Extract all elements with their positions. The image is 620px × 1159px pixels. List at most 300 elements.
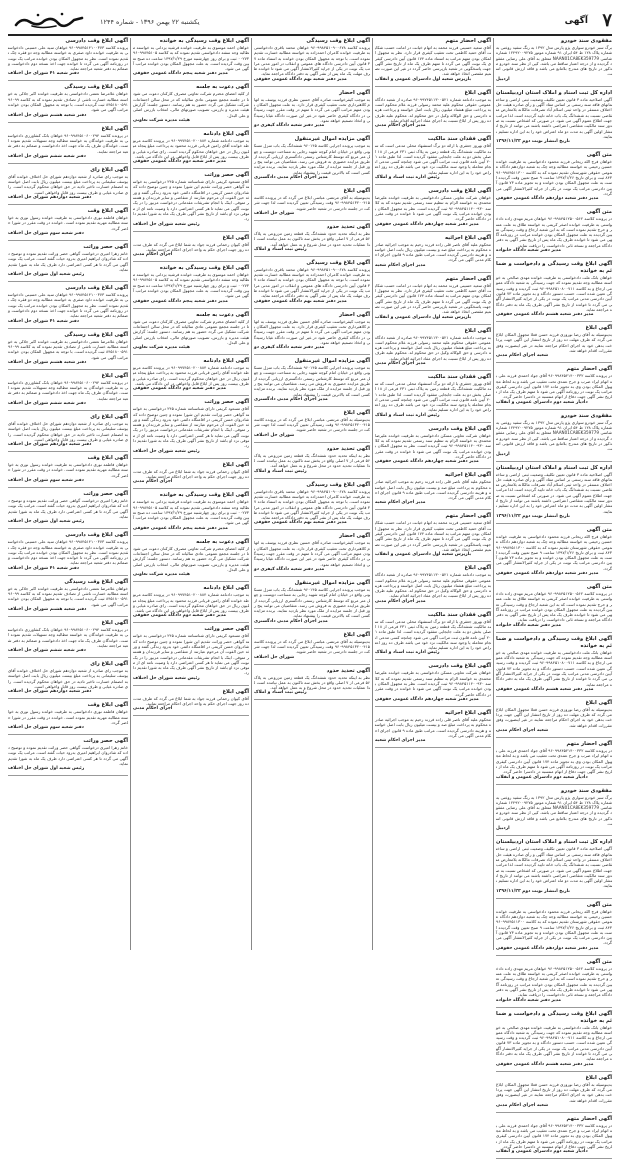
classified-ad [133,172,249,231]
classified-ad [375,710,491,748]
ad-title: آگهی حصر وراثت [204,172,249,179]
ad-signature: مدیر دفتر شعبه دوازدهم دادگاه عمومی حقوقی [496,196,599,202]
page-number: ۷ [602,10,612,31]
ad-title: آگهی مزایده اموال غیرمنقول [294,579,370,586]
ad-body: بدینوسیله به آقای رضا نوروزی فرزند حسن فعلا مجهول المکان ابلاغ می گردد که ظرف مهلت ده روز از تاریخ انتشار این آگهی جهت پرداخت بدهی خود به اجرای احکام مراجعه نمایند در غیر اینصورت وفق مقررات اقدام خواهد شد. [496,332,612,353]
ad-signature: تاریخ انتشار نوبت دوم ۱۳۹۶/۱۱/۲۲ [496,139,570,145]
ad-title: آگهی ابلاغ [343,631,370,638]
ad-signature: شورای حل اختلاف [254,654,295,660]
ad-title: آگهی حصر وراثت [204,626,249,633]
ad-title: آگهی ابلاغ وقت رسیدگی [306,38,370,44]
ad-title: آگهی ابلاغ وقت رسیدگی به خوانده [159,492,249,499]
ad-body: خواهان بانک ملت دادخواستی به طرفیت خوانده مهدی صالحی به خواسته مطالبه وجه تقدیم نموده که جهت رسیدگی به شعبه دادگاه عمومی ارجاع و به کلاسه ۹۶۰۹۹۸۴۵۱۰۸۰۰۷۱۱ ثبت گردیده و وقت رسیدگی تعیین شده است. حسب دستور دادگاه و به تجویز ماده ۷۳ قانون آیین دادرسی مدنی مراتب یک نوبت در یکی از جراید کثیرالانتشار آگهی می گردد تا خوانده از تاریخ نشر آگهی ظرف یک ماه به دفتر دادگاه مراجعه نماید. [496,649,612,687]
ad-signature: مدیر اجرای احکام مدنی [375,123,426,129]
ad-signature: رئیس شعبه اول شورای حل اختلاف [8,272,85,278]
ad-title: آگهی ابلاغ وقت رسیدگی و دادخواست و ضمائم به خوانده [496,261,612,275]
classified-ad [496,1011,612,1072]
ad-title: آگهی ابلاغ وقت [87,455,128,462]
ad-signature: شعبه اجرای احکام مدنی [496,353,549,359]
ad-title: آگهی ابلاغ [101,125,128,132]
classified-ad [496,902,612,956]
ad-signature: رئیس شعبه اول شورای حل اختلاف [8,766,85,772]
ad-body: برگ سبز خودرو سواری پژو پارس مدل ۱۳۹۲ به رنگ سفید روغنی به شماره پلاک ۱۲۸ ط ۵۴ ایران ۹۱ شماره موتور ۱۲۴۹۲۰۰۹۲۷۵ شماره شاسی NAAN01CA8EK359779 متعلق به آقای علی رضایی مفقود گردیده و از درجه اعتبار ساقط می باشد. کپی از نظر سند خودرو مذکور در تاریخ های مندرج بلامانع می باشد و فاقد ارزش قانونی است. [496,419,612,452]
classified-ad [496,325,612,363]
ad-title: آگهی ابلاغ وقت دادرسی [428,425,491,432]
classified-ad [133,689,249,717]
ad-title: اداره کل ثبت اسناد و املاک استان اردبیلستان [496,89,612,96]
ad-signature: مدیر اجرای احکام شعبه [375,500,426,506]
ad-body: آگهی اصلاحیه ماده ۳ قانون تعیین تکلیف وضعیت ثبتی اراضی و ساختمانهای فاقد سند رسمی بر اساس مفاد آگهی و رأی صادره هیئت حل اختلاف مستقر در واحد ثبتی اسلام آباد تصرفات مالکانه بلامعارض متقاضی نسبت به ششدانگ یک باب خانه تایید گردیده است لذا مراتب جهت اطلاع عموم آگهی می شود. در صورتی که اشخاص نسبت به صدور سند مالکیت متقاضی اعتراضی داشته باشند می توانند از تاریخ انتشار اولین آگهی به مدت دو ماه اعتراض خود را به این اداره تسلیم نمایند. [496,471,613,514]
classified-ad [133,312,249,355]
classified-ad [496,152,612,206]
ad-signature: مدیر دفتر شعبه پنجم دادگاه عمومی حقوقی [133,298,228,304]
ad-body: بدینوسیله به آقای رضا نوروزی فرزند حسن فعلا مجهول المکان ابلاغ می گردد که ظرف مهلت ده روز از تاریخ انتشار این آگهی جهت پرداخت بدهی خود به اجرای احکام مراجعه نمایند در غیر اینصورت وفق مقررات اقدام خواهد شد. [496,1081,612,1103]
ad-title: آگهی ابلاغ وقت رسیدگی [64,331,128,338]
ad-body: محکوم علیه آقای ناصر قلی زاده فرزند رحیم به موجب اجرائیه صادره محکوم به پرداخت مبلغ صد و بیست میلیون ریال بابت اصل خواسته و هزینه دادرسی گردیده است. مراتب طبق ماده ۹ قانون اجرای احکام مدنی آگهی می گردد. [375,241,492,263]
ad-signature: مدیر اجرای احکام مدنی دادگستری [254,175,328,181]
classified-ad [375,374,491,423]
classified-ad [375,136,491,185]
classified-ad [496,527,612,581]
ad-title: آگهی ابلاغ وقت دادرسی [428,188,491,195]
ad-signature: شورای حل اختلاف [254,210,295,216]
ad-title: آگهی دعوت به جلسه [196,538,249,545]
ad-body: به موجب دادنامه شماره ۹۶۰۹۹۷۴۵۱۰۲۰۰۸۸۴ در پرونده کلاسه مربوطه خوانده آقای رامین قربانی فرزند محمود به پرداخت مبلغ پنجاه میلیون ریال در حق خواهان محکوم گردیده است. رای صادره غیابی و ظرف بیست روز پس از ابلاغ قابل واخواهی در این دادگاه می باشد. [133,365,249,386]
ad-body: به موجب دادنامه شماره ۹۶۰۹۹۷۴۵۱۱۳۰۰۵۲۱ صادره از شعبه دادگاه عمومی حقوقی محکوم علیه محمد رسولی فرزند غلام محکوم است به پرداخت مبلغ هشتاد میلیون ریال بابت اصل خواسته و پرداخت هزینه دادرسی و حق الوکاله وکیل در حق محکوم له. محکوم علیه ظرف ده روز پس از ابلاغ نسبت به اجرای مفاد اجرائیه اقدام نماید. [375,96,492,123]
ad-title: آگهی تحدید حدود [326,223,370,230]
ad-signature: مدیر دفتر شعبه دادگاه کیفری دو [254,566,325,572]
ad-signature: رئیس اداره ثبت اسناد و املاک [375,175,440,181]
classified-ad [375,188,491,231]
ad-body: آقای بهروز جعفری با ارائه دو برگ استشهاد محلی مدعی است که سند مالکیت ششدانگ یک قطعه زمین به پلاک ثبتی ۲۳۱ فرعی از ۱۸ اصلی بخش دو به علت جابجایی مفقود گردیده است. لذا طبق ماده ۱۲۰ آیین نامه قانون ثبت مراتب آگهی می شود چنانچه کسی مدعی انجام معامله یا وجود سند مالکیت نزد خود می باشد ظرف ده روز اعتراض خود را به این اداره تسلیم نماید. [375,618,491,651]
ad-title: آگهی ابلاغ وقت دادرسی [65,285,128,292]
ad-body: به موجب کیفرخواست صادره آقای حسین نظری فرزند یوسف به اتهام کلاهبرداری تحت تعقیب کیفری قرار دارد. به علت مجهول المکان بودن متهم مراتب آگهی می گردد تا متهم در وقت مقرر جهت رسیدگی در دادگاه کیفری حاضر شود در غیر این صورت دادگاه غیابا رسیدگی و اتخاذ تصمیم خواهد نمود. [254,540,370,567]
ad-body: از کلیه اعضای محترم شرکت تعاونی مصرف کارکنان دعوت می شود تا در جلسه مجمع عمومی عادی سالیانه که در محل سالن اجتماعات شرکت تشکیل می گردد حضور به هم رسانند. دستور جلسه: گزارش هیئت مدیره و بازرس، تصویب صورتهای مالی، انتخاب بازرس اصلی و علی البدل. [133,545,249,572]
ad-title: آگهی ابلاغ وقت دادرسی [65,38,128,44]
ad-signature: هیئت مدیره شرکت تعاونی [133,572,190,578]
classified-ad [375,565,491,608]
ad-signature: اردبیل [496,451,510,457]
ad-title: آگهی ابلاغ [101,619,128,626]
ad-body: آقای مسعود کریمی دارای شناسنامه شماره ۲۴۵ درخواستی به خواسته گواهی حصر وراثت تقدیم این شورا نموده و چنین توضیح داده که شادروان حسن کریمی در اقامتگاه دائمی خود بدرود زندگی گفته و ورثه حین الفوت آن مرحوم عبارتند از متقاضی و سایر فرزندان و همسر متوفی. اینک با انجام تشریفات مقدماتی درخواست مزبور را در یک نوبت آگهی می نماید تا هر کسی اعتراضی دارد یا وصیت نامه ای از متوفی نزد او باشد از تاریخ نشر آگهی ظرف یک ماه به شورا تقدیم دارد. [133,633,249,676]
classified-ad [375,426,491,469]
classified-ad [375,663,491,706]
ad-signature: دفتر شعبه سوم شورای حل اختلاف [8,230,84,236]
ad-title: آگهی احضار متهم [445,513,491,520]
ad-signature: مدیر دفتر شعبه چهاردهم دادگاه عمومی حقوقی [375,696,479,702]
ad-title: آگهی احضار متهم [566,1115,612,1122]
ad-title: آگهی ابلاغ وقت رسیدگی [64,84,128,91]
classified-ad [8,84,128,122]
ad-body: به موجب دادنامه شماره ۹۶۰۹۹۷۴۵۱۰۲۰۰۸۸۴ در پرونده کلاسه مربوطه خوانده آقای رامین قربانی فرزند محمود به پرداخت مبلغ پنجاه میلیون ریال در حق خواهان محکوم گردیده است. رای صادره غیابی و ظرف بیست روز پس از ابلاغ قابل واخواهی در این دادگاه می باشد. [133,592,249,614]
ad-body: خواهان شرکت تعاونی مسکن دادخواستی به طرفیت خوانده علیرضا محمدی به خواسته الزام به تنظیم سند رسمی تقدیم نموده که به کلاسه ۹۶۰۹۹۸۴۵۱۱۴۰۰۹۳۰ ثبت گردیده است. نظر به مجهول المکان بودن خوانده مراتب یک نوبت آگهی می شود تا خوانده در وقت مقرر در دادگاه حاضر گردد. [375,195,491,222]
ad-signature: مدیر دفتر شعبه پنجم دادگاه عمومی حقوقی [133,525,228,531]
ad-signature: شعبه اجرای احکام مدنی [496,728,549,734]
ad-title: آگهی ابلاغ رای [90,413,128,420]
ad-title: آگهی احضار متهم [445,38,491,44]
ad-title: آگهی ابلاغ وقت دادرسی [428,663,491,670]
classified-ad [496,261,612,322]
ad-title: آگهی ابلاغ دادنامه [203,585,249,592]
ad-signature: اجرای احکام مدنی [133,706,173,712]
ad-title: آگهی ابلاغ وقت رسیدگی به خوانده [159,265,249,272]
ad-signature: تاریخ انتشار نوبت دوم ۱۳۹۶/۱۱/۲۲ [496,888,570,894]
classified-ad [496,1116,612,1159]
ad-title: آگهی ابلاغ [222,234,249,241]
ad-signature: دفتر شعبه ۴۱ شورای حل اختلاف [8,71,80,77]
ad-body: پرونده کلاسه ۹۶۰۹۹۸۴۵۱۴۱۰۰۳۷۳ خواهان سید علی حسینی دادخواستی به طرفیت خوانده داود صفری به خواسته مطالبه وجه دو فقره چک تقدیم نموده است. نظر به مجهول المکان بودن خوانده مراتب یک نوبت در روزنامه آگهی می گردد تا خوانده جهت اخذ نسخه دوم دادخواست و ضمائم به دفتر شعبه مراجعه نماید. [8,539,128,566]
ad-signature: مدیر اجرای احکام مدنی [375,598,426,604]
ad-body: خانم زهرا امیری درخواست گواهی حصر وراثت تقدیم نموده و توضیح داده که شادروان ابراهیم امیری بدرود حیات گفته است. مراتب یک نوبت آگهی می گردد تا هر کسی اعتراضی دارد ظرف یک ماه به شورا تقدیم نماید. [8,250,128,272]
ad-title: متن آگهی [586,901,612,908]
ad-signature: مدیر دفتر شعبه دوم دادگاه عمومی حقوقی [133,159,226,165]
ad-body: خواهان احمد موسوی به طرفیت خوانده فرشید یزدانی به خواسته مطالبه وجه سفته دادخواستی تقدیم نموده که به کلاسه ۹۶۰۹۹۸۴۵۱۰۵۰۰۲۷۳ ثبت و برای روز چهارشنبه مورخ ۱۳۹۷/۱/۲۹ ساعت ده صبح تعیین وقت گردیده است. به علت مجهول المکان بودن خوانده مراتب آگهی می شود. [133,499,249,526]
ad-signature: بازپرس شعبه اول دادسرای عمومی و انقلاب [375,314,471,320]
ad-title: آگهی ابلاغ اجرائیه [444,709,491,716]
ad-title: آگهی ابلاغ وقت [87,208,128,215]
ad-title: آگهی ابلاغ [585,325,612,332]
classified-ad [375,276,491,325]
ad-title: آگهی ابلاغ [585,699,612,706]
column-divider [130,38,131,950]
ad-signature: بازپرس شعبه اول دادسرای عمومی و انقلاب [375,76,471,82]
ad-title: آگهی ابلاغ [101,372,128,379]
ad-signature: دفتر شعبه ۴۱ شورای حل اختلاف [8,318,80,324]
classified-ad [133,38,249,81]
ad-title: آگهی مزایده اموال غیرمنقول [294,136,370,143]
masthead [8,8,612,36]
ad-title: آگهی حصر وراثت [83,243,128,250]
ad-body: به موجب پرونده اجرایی کلاسه ۹۶۰۱۴۵ ششدانگ یک باب منزل مسکونی واقع در خیابان امام کوچه شهید رجایی به مساحت دویست و چهل متر مربع که توسط کارشناس رسمی دادگستری ارزیابی گردیده از طریق مزایده حضوری به فروش می رسد. متقاضیان می توانند پنج روز قبل از جلسه مزایده از ملک مورد نظر بازدید نمایند. برنده مزایده کسی است که بالاترین قیمت را پیشنهاد نماید. [254,586,370,619]
ad-body: پرونده کلاسه ۹۶۰۹۹۸۴۵۱۰۹۰۰۶۷۸ خواهان محمد باقری دادخواستی به طرفیت خوانده کامران احمدزاده به خواسته مطالبه خسارت تقدیم نموده است. با توجه به مجهول المکان بودن خوانده به استناد ماده ۷۳ قانون آیین دادرسی دادگاه های عمومی و انقلاب در امور مدنی مراتب یک نوبت در یکی از جراید کثیرالانتشار آگهی می شود تا خوانده ظرف مهلت یک ماه پس از نشر آگهی به دفتر دادگاه مراجعه نماید. [254,488,370,521]
ad-title: آگهی ابلاغ [222,461,249,468]
ad-title: اداره کل ثبت اسناد و املاک استان اردبیلستان [496,839,612,846]
ad-body: بدینوسیله به آقای رضا نوروزی فرزند حسن فعلا مجهول المکان ابلاغ می گردد که ظرف مهلت ده روز از تاریخ انتشار این آگهی جهت پرداخت بدهی خود به اجرای احکام مراجعه نمایند در غیر اینصورت وفق مقررات اقدام خواهد شد. [496,706,612,728]
ad-title: آگهی ابلاغ وقت [87,702,128,709]
ad-signature: رئیس شعبه اول شورای حل اختلاف [8,519,85,525]
ad-body: خواهان فرج الله ریحانی فرزند محمود دادخواستی به طرفیت خوانده حسین رحیمی به خواسته مطالبه وجه چک به شعبه دوازدهم دادگاه عمومی حقوقی شهرستان تقدیم نموده که به کلاسه ۹۶۰۹۹۸۴۵۱۱۳۰۰۸۴۳ ثبت و برای تاریخ ۱۳۹۷/۱/۲۶ ساعت ۹ صبح تعیین وقت گردیده است به علت مجهول المکان بودن خوانده و به تجویز ماده ۷۳ قانون آیین دادرسی مراتب یک نوبت در یکی از جراید کثیرالانتشار آگهی می گردد. [496,159,612,196]
ad-body: پرونده کلاسه ۹۶۰۹۹۸۴۵۱۰۹۰۰۶۷۸ خواهان محمد باقری دادخواستی به طرفیت خوانده کامران احمدزاده به خواسته مطالبه خسارت تقدیم نموده است. با توجه به مجهول المکان بودن خوانده به استناد ماده ۷۳ قانون آیین دادرسی دادگاه های عمومی و انقلاب در امور مدنی مراتب یک نوبت در یکی از جراید کثیرالانتشار آگهی می شود تا خوانده ظرف مهلت یک ماه پس از نشر آگهی به دفتر دادگاه مراجعه نماید. [254,45,370,77]
classified-ad [254,188,370,221]
column-divider [372,38,373,950]
ad-body: آقای بهروز جعفری با ارائه دو برگ استشهاد محلی مدعی است که سند مالکیت ششدانگ یک قطعه زمین به پلاک ثبتی ۲۳۱ فرعی از ۱۸ اصلی بخش دو به علت جابجایی مفقود گردیده است. لذا طبق ماده ۱۲۰ آیین نامه قانون ثبت مراتب آگهی می شود چنانچه کسی مدعی انجام معامله یا وجود سند مالکیت نزد خود می باشد ظرف ده روز اعتراض خود را به این اداره تسلیم نماید. [375,380,491,413]
ad-title: آگهی ابلاغ [222,688,249,695]
classified-ad [496,788,612,837]
ad-body: خواهان فرج الله ریحانی فرزند محمود دادخواستی به طرفیت خوانده حسین رحیمی به خواسته مطالبه وجه چک به شعبه دوازدهم دادگاه عمومی حقوقی شهرستان تقدیم نموده که به کلاسه ۹۶۰۹۹۸۴۵۱۱۳۰۰۸۴۳ ثبت و برای تاریخ ۱۳۹۷/۱/۲۶ ساعت ۹ صبح تعیین وقت گردیده است به علت مجهول المکان بودن خوانده و به تجویز ماده ۷۳ قانون آیین دادرسی مراتب یک نوبت در یکی از جراید کثیرالانتشار آگهی می گردد. [496,533,612,571]
ad-signature: رئیس ثبت اسناد و املاک [254,468,307,474]
ad-signature: رئیس شعبه شورای حل اختلاف [133,675,200,681]
ad-signature: شورای حل اختلاف [254,432,295,438]
ad-signature: دفتر شعبه دوازدهم شورای حل اختلاف [8,689,92,695]
ad-signature: مدیر اجرای احکام شعبه [375,262,426,268]
ad-body: محکوم علیه آقای ناصر قلی زاده فرزند رحیم به موجب اجرائیه صادره محکوم به پرداخت مبلغ صد و بیست میلیون ریال بابت اصل خواسته و هزینه دادرسی گردیده است. مراتب طبق ماده ۹ قانون اجرای احکام مدنی آگهی می گردد. [375,479,492,501]
ad-body: خواهان فاطمه نوری دادخواستی به طرفیت خوانده رسول نوری به خواسته مطالبه مهریه تقدیم نموده است. خوانده در وقت مقرر در شورا حاضر گردد. [8,215,128,231]
ad-title: آگهی دعوت به جلسه [196,84,249,91]
ad-body: به موجب پرونده اجرایی کلاسه ۹۶۰۱۴۵ ششدانگ یک باب منزل مسکونی واقع در خیابان امام کوچه شهید رجایی به مساحت دویست و چهل متر مربع که توسط کارشناس رسمی دادگستری ارزیابی گردیده از طریق مزایده حضوری به فروش می رسد. متقاضیان می توانند پنج روز قبل از جلسه مزایده از ملک مورد نظر بازدید نمایند. برنده مزایده کسی است که بالاترین قیمت را پیشنهاد نماید. [254,365,370,397]
ad-title: آگهی ابلاغ [464,89,491,96]
classified-ad [496,959,612,1008]
ad-signature: دفتر شعبه هشتم شورای حل اختلاف [8,606,87,612]
ad-signature: دادیار شعبه دوم دادسرای عمومی و انقلاب [496,399,588,405]
ad-title: آگهی فقدان سند مالکیت [427,136,491,143]
ad-title: متن آگهی [586,526,612,533]
ad-title: آگهی ابلاغ اجرائیه [444,234,491,241]
ad-title: آگهی ابلاغ دادنامه [203,130,249,137]
ad-body: به موجب دادنامه شماره ۹۶۰۹۹۷۴۵۱۱۳۰۰۵۲۱ صادره از شعبه دادگاه عمومی حقوقی محکوم علیه محمد رسولی فرزند غلام محکوم است به پرداخت مبلغ هشتاد میلیون ریال بابت اصل خواسته و پرداخت هزینه دادرسی و حق الوکاله وکیل در حق محکوم له. محکوم علیه ظرف ده روز پس از ابلاغ نسبت به اجرای مفاد اجرائیه اقدام نماید. [375,334,492,361]
ad-signature: مدیر دفتر شعبه هشتم دادگاه عمومی حقوقی [496,686,594,692]
ad-signature: مدیر اجرای احکام شعبه [375,738,426,744]
ad-body: از کلیه اعضای محترم شرکت تعاونی مصرف کارکنان دعوت می شود تا در جلسه مجمع عمومی عادی سالیانه که در محل سالن اجتماعات شرکت تشکیل می گردد حضور به هم رسانند. دستور جلسه: گزارش هیئت مدیره و بازرس، تصویب صورتهای مالی، انتخاب بازرس اصلی و علی البدل. [133,318,249,345]
classified-ad [133,358,249,396]
classified-ad [8,332,128,370]
classified-ad [496,700,612,738]
classified-ad [8,285,128,328]
classified-ad [8,702,128,735]
ad-title: آگهی ابلاغ وقت رسیدگی و دادخواست و ضمائم به خوانده [496,1010,612,1024]
ad-signature: دفتر شعبه ششم شورای حل اختلاف [8,400,86,406]
ad-body: به موجب کیفرخواست صادره آقای حسین نظری فرزند یوسف به اتهام کلاهبرداری تحت تعقیب کیفری قرار دارد. به علت مجهول المکان بودن متهم مراتب آگهی می گردد تا متهم در وقت مقرر جهت رسیدگی در دادگاه کیفری حاضر شود در غیر این صورت دادگاه غیابا رسیدگی و اتخاذ تصمیم خواهد نمود. [254,318,370,345]
classified-ad [375,90,491,133]
ad-body: آقای مسعود کریمی دارای شناسنامه شماره ۲۴۵ درخواستی به خواسته گواهی حصر وراثت تقدیم این شورا نموده و چنین توضیح داده که شادروان حسن کریمی در اقامتگاه دائمی خود بدرود زندگی گفته و ورثه حین الفوت آن مرحوم عبارتند از متقاضی و سایر فرزندان و همسر متوفی. اینک با انجام تشریفات مقدماتی درخواست مزبور را در یک نوبت آگهی می نماید تا هر کسی اعتراضی دارد یا وصیت نامه ای از متوفی نزد او باشد از تاریخ نشر آگهی ظرف یک ماه به شورا تقدیم دارد. [133,406,249,449]
ad-signature: دادیار شعبه دوم دادسرای عمومی و انقلاب [496,774,588,780]
ad-body: پرونده کلاسه ۹۶۰۹۹۸۴۵۱۴۱۰۰۳۷۳ خواهان سید علی حسینی دادخواستی به طرفیت خوانده داود صفری به خواسته مطالبه وجه دو فقره چک تقدیم نموده است. نظر به مجهول المکان بودن خوانده مراتب یک نوبت در روزنامه آگهی می گردد تا خوانده جهت اخذ نسخه دوم دادخواست و ضمائم به دفتر شعبه مراجعه نماید. [8,45,128,72]
classified-ad [496,38,612,87]
classified-ad [254,90,370,133]
classified-ad [496,636,612,697]
ad-signature: مدیر دفتر شعبه دادگاه کیفری دو [254,345,325,351]
classified-ad [8,661,128,699]
ad-title: آگهی احضار [339,311,370,318]
classified-ad [375,38,491,87]
ad-body: از کلیه اعضای محترم شرکت تعاونی مصرف کارکنان دعوت می شود تا در جلسه مجمع عمومی عادی سالیانه که در محل سالن اجتماعات شرکت تشکیل می گردد حضور به هم رسانند. دستور جلسه: گزارش هیئت مدیره و بازرس، تصویب صورتهای مالی، انتخاب بازرس اصلی و علی البدل. [133,91,249,118]
ad-title: آگهی احضار متهم [566,741,612,748]
ad-signature: بازپرس شعبه اول دادسرای عمومی و انقلاب [375,552,471,558]
ad-body: آگهی اصلاحیه ماده ۳ قانون تعیین تکلیف وضعیت ثبتی اراضی و ساختمانهای فاقد سند رسمی بر اساس مفاد آگهی و رأی صادره هیئت حل اختلاف مستقر در واحد ثبتی اسلام آباد تصرفات مالکانه بلامعارض متقاضی نسبت به ششدانگ یک باب خانه تایید گردیده است لذا مراتب جهت اطلاع عموم آگهی می شود. در صورتی که اشخاص نسبت به صدور سند مالکیت متقاضی اعتراضی داشته باشند می توانند از تاریخ انتشار اولین آگهی به مدت دو ماه اعتراض خود را به این اداره تسلیم نمایند. [496,96,613,139]
ad-body: نظر به اینکه تحدید حدود ششدانگ یک قطعه زمین مزروعی به پلاک ۵۶ فرعی از ۷ اصلی واقع در بخش سه تاکنون به عمل نیامده است لذا عملیات تحدید حدود در محل شروع و به عمل خواهد آمد. [254,452,371,469]
ad-signature: دفتر شعبه ششم شورای حل اختلاف [8,153,86,159]
ad-signature: مدیر اجرای احکام مدنی دادگستری [254,618,328,624]
ad-title: آگهی احضار [339,89,370,96]
ad-title: متن آگهی [586,209,612,216]
ad-body: آقای سعید حسینی فرزند محمد به اتهام خیانت در امانت حسب شکایت آقای حمید کاظمی تحت تعقیب کیفری قرار دارد. نظر به مجهول المکان بودن متهم مراتب به استناد ماده ۱۷۴ قانون آیین دادرسی کیفری یک نوبت آگهی می گردد تا متهم ظرف یک ماه از تاریخ نشر آگهی جهت پاسخگویی در شعبه بازپرسی حاضر گردد در غیر این صورت تصمیم مقتضی اتخاذ خواهد شد. [375,520,491,552]
ad-signature: مدیر دفتر شعبه پنجم دادگاه عمومی حقوقی [133,71,228,77]
classified-ad [496,465,612,524]
ad-body: در پرونده کلاسه ۹۶۰۹۹۸۴۵۱۲۵۰۰۵۶۲ خواهان مریم مهدی زاده دادخواستی به طرفیت خوانده اصغر کریمی به خواسته طلاق به علت عسر و حرج تقدیم نموده است که به این شعبه ارجاع و وقت رسیدگی تعیین گردیده به علت مجهول المکان بودن خوانده مراتب در روزنامه آگهی می شود تا خوانده ظرف یک ماه پس از تاریخ نشر آگهی به دفتر دادگاه مراجعه و نسخه ثانی دادخواست را دریافت نماید. [496,965,612,998]
ad-title: آگهی احضار متهم [566,366,612,373]
classified-ad [375,328,491,371]
ad-signature: دفتر شعبه دوازدهم شورای حل اختلاف [8,442,92,448]
ad-body: به موجب پرونده اجرایی کلاسه ۹۶۰۱۴۵ ششدانگ یک باب منزل مسکونی واقع در خیابان امام کوچه شهید رجایی به مساحت دویست و چهل متر مربع که توسط کارشناس رسمی دادگستری ارزیابی گردیده از طریق مزایده حضوری به فروش می رسد. متقاضیان می توانند پنج روز قبل از جلسه مزایده از ملک مورد نظر بازدید نمایند. برنده مزایده کسی است که بالاترین قیمت را پیشنهاد نماید. [254,143,370,175]
ad-title: آگهی ابلاغ [464,565,491,572]
ad-title: آگهی ابلاغ وقت رسیدگی [306,259,370,266]
classified-ad [254,260,370,309]
column-1 [496,38,613,1155]
classified-ad [496,209,612,258]
classified-ad [254,446,370,479]
ad-body: آقای کیوان رحمانی فرزند جواد به شما ابلاغ می گردد که ظرف مدت ده روز جهت اجرای حکم به واحد اجرای احکام مراجعه نمایید. [133,468,249,479]
ad-title: مفقودی سند خودرو [560,787,612,794]
ad-body: خانم زهرا امیری درخواست گواهی حصر وراثت تقدیم نموده و توضیح داده که شادروان ابراهیم امیری بدرود حیات گفته است. مراتب یک نوبت آگهی می گردد تا هر کسی اعتراضی دارد ظرف یک ماه به شورا تقدیم نماید. [8,745,128,767]
ad-signature: مدیر دفتر شعبه نهم دادگاه عمومی حقوقی [254,76,347,82]
ad-title: آگهی ابلاغ [464,327,491,334]
ad-body: آقای کیوان رحمانی فرزند جواد به شما ابلاغ می گردد که ظرف مدت ده روز جهت اجرای حکم به واحد اجرای احکام مراجعه نمایید. [133,695,249,707]
ad-title: آگهی ابلاغ رای [90,166,128,173]
classified-ad [496,584,612,633]
ad-signature: مدیر دفتر شعبه دادگاه کیفری دو [254,123,325,129]
ad-title: آگهی ابلاغ دادنامه [203,358,249,365]
classified-ad [375,472,491,510]
classified-ad [133,84,249,127]
ad-body: در پرونده کلاسه ۹۶۰۹۹۸۴۵۱۰۶۰۰۲۹۴ خواهان بانک کشاورزی دادخواستی به طرفیت خواندگان به خواسته مطالبه وجه تسهیلات تقدیم نموده است. خواندگان ظرف یک ماه جهت اخذ دادخواست و ضمائم به دفتر شعبه مراجعه نمایند. [8,379,128,401]
classified-ad [254,632,370,665]
ad-body: خواهان فرج الله ریحانی فرزند محمود دادخواستی به طرفیت خوانده حسین رحیمی به خواسته مطالبه وجه چک به شعبه دوازدهم دادگاه عمومی حقوقی شهرستان تقدیم نموده که به کلاسه ۹۶۰۹۹۸۴۵۱۱۳۰۰۸۴۳ ثبت و برای تاریخ ۱۳۹۷/۱/۲۶ ساعت ۹ صبح تعیین وقت گردیده است به علت مجهول المکان بودن خوانده و به تجویز ماده ۷۳ قانون آیین دادرسی مراتب یک نوبت در یکی از جراید کثیرالانتشار آگهی می گردد. [496,908,612,946]
column-5 [8,38,128,950]
classified-ad [133,539,249,582]
ad-signature: دادیار شعبه دوم دادسرای عمومی و انقلاب [496,1149,588,1155]
ad-signature: اردبیل [496,826,510,832]
ad-signature: مدیر دفتر شعبه دوم دادگاه عمومی حقوقی [133,386,226,392]
classified-ad [496,839,612,898]
ad-title: اداره کل ثبت اسناد و املاک استان اردبیلستان [496,464,612,471]
column-3 [254,38,370,950]
ad-body: خواهان غلامرضا نعمتی دادخواستی به طرفیت خوانده اکبر جلالی به خواسته مطالبه خسارت ناشی از تصادف تقدیم نموده که به کلاسه ۹۶۰۹۹۸۴۵۱۸۰۰۵۹۱ ثبت گردیده است. با توجه به مجهول المکان بودن خوانده مراتب آگهی می شود. [8,338,128,360]
column-2 [375,38,491,950]
classified-ad [133,585,249,623]
classified-ad [133,626,249,685]
ad-body: به موجب رای صادره از شعبه دوازدهم شورای حل اختلاف خوانده آقای یوسف سلیمانی به پرداخت مبلغ بیست میلیون ریال بابت اصل خواسته به انضمام خسارت تاخیر تادیه در حق خواهان محکوم گردیده است. رای صادره غیابی و ظرف بیست روز قابل واخواهی است. [8,668,128,689]
ad-signature: مدیر دفتر شعبه هشتم دادگاه عمومی حقوقی [496,1061,594,1067]
classified-ad [254,668,370,701]
ad-signature: دفتر شعبه هشتم شورای حل اختلاف [8,359,87,365]
ad-title: آگهی حصر وراثت [83,491,128,498]
ad-title: آگهی ابلاغ رای [90,661,128,668]
ad-signature: مدیر دفتر شعبه نهم دادگاه عمومی حقوقی [254,520,347,526]
classified-ad [375,612,491,661]
ad-title: آگهی تحدید حدود [326,667,370,674]
ad-signature: هیئت مدیره شرکت تعاونی [133,117,190,123]
classified-ad [254,224,370,257]
ad-signature: مدیر دفتر شعبه هشتم دادگاه عمومی حقوقی [496,312,594,318]
ad-signature: مدیر دفتر شعبه دادگاه خانواده [496,248,562,254]
ad-signature: اجرای احکام مدنی [133,479,173,485]
ad-signature: رئیس شعبه شورای حل اختلاف [133,448,200,454]
ad-body: در پرونده کلاسه ۹۶۰۹۹۸۴۵۲۱۴۰۰۳۳۲ آقای جواد احمدی فرزند علی به اتهام ایراد ضرب و جرح عمدی تحت تعقیب می باشد و به لحاظ مجهول المکان بودن وی به تجویز ماده ۱۷۴ قانون آیین دادرسی کیفری مراتب یک نوبت در روزنامه آگهی می شود تا متهم ظرف یک ماه از تاریخ نشر آگهی جهت دفاع از اتهام منتسبه در دادسرا حاضر گردد. [496,1122,612,1149]
column-divider [251,38,252,950]
ad-body: بدینوسیله به آقای مرتضی عباسی ابلاغ می گردد که در پرونده کلاسه ۹۶۰۹۹۸۴۵۱۳۲۰۰۴۱۵ وقت رسیدگی تعیین گردیده است لذا جهت شرکت در جلسه دادرسی در شعبه حاضر شوید. [254,195,370,211]
ad-body: خواهان احمد موسوی به طرفیت خوانده فرشید یزدانی به خواسته مطالبه وجه سفته دادخواستی تقدیم نموده که به کلاسه ۹۶۰۹۹۸۴۵۱۰۵۰۰۲۷۳ ثبت و برای روز چهارشنبه مورخ ۱۳۹۷/۱/۲۹ ساعت ده صبح تعیین وقت گردیده است. به علت مجهول المکان بودن خوانده مراتب آگهی می شود. [133,272,249,299]
ad-title: آگهی فقدان سند مالکیت [427,611,491,618]
ad-signature: شعبه اجرای احکام مدنی [496,1102,549,1108]
ad-signature: رئیس شعبه شورای حل اختلاف [133,221,200,227]
ad-title: آگهی دعوت به جلسه [196,311,249,318]
classified-ad [8,208,128,241]
classified-ad [133,131,249,169]
ad-title: آگهی مزایده اموال غیرمنقول [294,358,370,365]
classified-ad [8,414,128,452]
ad-signature: مدیر دفتر شعبه چهاردهم دادگاه عمومی حقوقی [375,459,479,465]
ad-signature: رئیس اداره ثبت اسناد و املاک [375,650,440,656]
classified-ad [133,492,249,535]
ad-signature: دفتر شعبه هشتم شورای حل اختلاف [8,112,87,118]
ad-title: آگهی ابلاغ وقت رسیدگی به خوانده [159,38,249,44]
ad-title: آگهی ابلاغ [343,188,370,195]
classified-ad [8,126,128,164]
ad-title: متن آگهی [586,152,612,159]
ad-body: به موجب کیفرخواست صادره آقای حسین نظری فرزند یوسف به اتهام کلاهبرداری تحت تعقیب کیفری قرار دارد. به علت مجهول المکان بودن متهم مراتب آگهی می گردد تا متهم در وقت مقرر جهت رسیدگی در دادگاه کیفری حاضر شود در غیر این صورت دادگاه غیابا رسیدگی و اتخاذ تصمیم خواهد نمود. [254,96,370,123]
ad-signature: رئیس ثبت اسناد و املاک [254,690,307,696]
ad-title: آگهی حصر وراثت [83,738,128,745]
ad-body: خواهان احمد موسوی به طرفیت خوانده فرشید یزدانی به خواسته مطالبه وجه سفته دادخواستی تقدیم نموده که به کلاسه ۹۶۰۹۹۸۴۵۱۰۵۰۰۲۷۳ ثبت و برای روز چهارشنبه مورخ ۱۳۹۷/۱/۲۹ ساعت ده صبح تعیین وقت گردیده است. به علت مجهول المکان بودن خوانده مراتب آگهی می شود. [133,45,249,72]
ad-signature: اجرای احکام مدنی [133,252,173,258]
ad-body: خانم زهرا امیری درخواست گواهی حصر وراثت تقدیم نموده و توضیح داده که شادروان ابراهیم امیری بدرود حیات گفته است. مراتب یک نوبت آگهی می گردد تا هر کسی اعتراضی دارد ظرف یک ماه به شورا تقدیم نماید. [8,498,128,519]
ad-signature: رئیس اداره ثبت اسناد و املاک [375,412,440,418]
ad-signature: دفتر شعبه سوم شورای حل اختلاف [8,478,84,484]
classified-ad [8,38,128,81]
classified-ad [496,90,612,149]
classified-ad [133,462,249,490]
ad-title: آگهی ابلاغ وقت رسیدگی و دادخواست و ضمائم به خوانده [496,635,612,649]
ad-body: خواهان بانک ملت دادخواستی به طرفیت خوانده مهدی صالحی به خواسته مطالبه وجه تقدیم نموده که جهت رسیدگی به شعبه دادگاه عمومی ارجاع و به کلاسه ۹۶۰۹۹۸۴۵۱۰۸۰۰۷۱۱ ثبت گردیده و وقت رسیدگی تعیین شده است. حسب دستور دادگاه و به تجویز ماده ۷۳ قانون آیین دادرسی مدنی مراتب یک نوبت در یکی از جراید کثیرالانتشار آگهی می گردد تا خوانده از تاریخ نشر آگهی ظرف یک ماه به دفتر دادگاه مراجعه نماید. [496,275,612,312]
ad-body: آقای مسعود کریمی دارای شناسنامه شماره ۲۴۵ درخواستی به خواسته گواهی حصر وراثت تقدیم این شورا نموده و چنین توضیح داده که شادروان حسن کریمی در اقامتگاه دائمی خود بدرود زندگی گفته و ورثه حین الفوت آن مرحوم عبارتند از متقاضی و سایر فرزندان و همسر متوفی. اینک با انجام تشریفات مقدماتی درخواست مزبور را در یک نوبت آگهی می نماید تا هر کسی اعتراضی دارد یا وصیت نامه ای از متوفی نزد او باشد از تاریخ نشر آگهی ظرف یک ماه به شورا تقدیم دارد. [133,179,249,222]
ad-title: آگهی ابلاغ وقت رسیدگی [306,481,370,488]
ad-body: خواهان بانک ملت دادخواستی به طرفیت خوانده مهدی صالحی به خواسته مطالبه وجه تقدیم نموده که جهت رسیدگی به شعبه دادگاه عمومی ارجاع و به کلاسه ۹۶۰۹۹۸۴۵۱۰۸۰۰۷۱۱ ثبت گردیده و وقت رسیدگی تعیین شده است. حسب دستور دادگاه و به تجویز ماده ۷۳ قانون آیین دادرسی مدنی مراتب یک نوبت در یکی از جراید کثیرالانتشار آگهی می گردد تا خوانده از تاریخ نشر آگهی ظرف یک ماه به دفتر دادگاه مراجعه نماید. [496,1024,612,1062]
ad-body: محکوم علیه آقای ناصر قلی زاده فرزند رحیم به موجب اجرائیه صادره محکوم به پرداخت مبلغ صد و بیست میلیون ریال بابت اصل خواسته و هزینه دادرسی گردیده است. مراتب طبق ماده ۹ قانون اجرای احکام مدنی آگهی می گردد. [375,716,492,738]
ad-body: آقای بهروز جعفری با ارائه دو برگ استشهاد محلی مدعی است که سند مالکیت ششدانگ یک قطعه زمین به پلاک ثبتی ۲۳۱ فرعی از ۱۸ اصلی بخش دو به علت جابجایی مفقود گردیده است. لذا طبق ماده ۱۲۰ آیین نامه قانون ثبت مراتب آگهی می شود چنانچه کسی مدعی انجام معامله یا وجود سند مالکیت نزد خود می باشد ظرف ده روز اعتراض خود را به این اداره تسلیم نماید. [375,143,491,175]
ad-signature: مدیر دفتر شعبه دوازدهم دادگاه عمومی حقوقی [496,945,599,951]
column-4 [133,38,249,950]
ad-signature: مدیر دفتر شعبه دوم دادگاه عمومی حقوقی [133,613,226,619]
classified-ad [133,235,249,263]
ad-title: متن آگهی [586,958,612,965]
ad-body: بدینوسیله به آقای مرتضی عباسی ابلاغ می گردد که در پرونده کلاسه ۹۶۰۹۹۸۴۵۱۳۲۰۰۴۱۵ وقت رسیدگی تعیین گردیده است لذا جهت شرکت در جلسه دادرسی در شعبه حاضر شوید. [254,638,370,655]
ad-body: در پرونده کلاسه ۹۶۰۹۹۸۴۵۱۲۵۰۰۵۶۲ خواهان مریم مهدی زاده دادخواستی به طرفیت خوانده اصغر کریمی به خواسته طلاق به علت عسر و حرج تقدیم نموده است که به این شعبه ارجاع و وقت رسیدگی تعیین گردیده به علت مجهول المکان بودن خوانده مراتب در روزنامه آگهی می شود تا خوانده ظرف یک ماه پس از تاریخ نشر آگهی به دفتر دادگاه مراجعه و نسخه ثانی دادخواست را دریافت نماید. [496,591,612,623]
ad-title: آگهی ابلاغ [585,1074,612,1081]
classified-ad [8,579,128,617]
classified-ad [8,620,128,658]
classified-ad [8,455,128,488]
ad-body: خواهان غلامرضا نعمتی دادخواستی به طرفیت خوانده اکبر جلالی به خواسته مطالبه خسارت ناشی از تصادف تقدیم نموده که به کلاسه ۹۶۰۹۹۸۴۵۱۸۰۰۵۹۱ ثبت گردیده است. با توجه به مجهول المکان بودن خوانده مراتب آگهی می شود. [8,91,128,113]
ad-signature: دفتر شعبه سوم شورای حل اختلاف [8,725,84,731]
section-title: آگهی [564,16,588,26]
ad-body: خواهان فاطمه نوری دادخواستی به طرفیت خوانده رسول نوری به خواسته مطالبه مهریه تقدیم نموده است. خوانده در وقت مقرر در شورا حاضر گردد. [8,462,128,478]
ad-body: برگ سبز خودرو سواری پژو پارس مدل ۱۳۹۲ به رنگ سفید روغنی به شماره پلاک ۱۲۸ ط ۵۴ ایران ۹۱ شماره موتور ۱۲۴۹۲۰۰۹۲۷۵ شماره شاسی NAAN01CA8EK359779 متعلق به آقای علی رضایی مفقود گردیده و از درجه اعتبار ساقط می باشد. کپی از نظر سند خودرو مذکور در تاریخ های مندرج بلامانع می باشد و فاقد ارزش قانونی است. [496,45,612,77]
ad-signature: تاریخ انتشار نوبت دوم ۱۳۹۶/۱۱/۲۲ [496,513,570,519]
ad-body: نظر به اینکه تحدید حدود ششدانگ یک قطعه زمین مزروعی به پلاک ۵۶ فرعی از ۷ اصلی واقع در بخش سه تاکنون به عمل نیامده است لذا عملیات تحدید حدود در محل شروع و به عمل خواهد آمد. [254,674,371,691]
ad-signature: مدیر دفتر شعبه دوازدهم دادگاه عمومی حقوقی [496,571,599,576]
ad-title: آگهی احضار [339,533,370,540]
ad-body: در پرونده کلاسه ۹۶۰۹۹۸۴۵۱۰۶۰۰۲۹۴ خواهان بانک کشاورزی دادخواستی به طرفیت خواندگان به خواسته مطالبه وجه تسهیلات تقدیم نموده است. خواندگان ظرف یک ماه جهت اخذ دادخواست و ضمائم به دفتر شعبه مراجعه نمایند. [8,132,128,154]
ad-body: آقای سعید حسینی فرزند محمد به اتهام خیانت در امانت حسب شکایت آقای حمید کاظمی تحت تعقیب کیفری قرار دارد. نظر به مجهول المکان بودن متهم مراتب به استناد ماده ۱۷۴ قانون آیین دادرسی کیفری یک نوبت آگهی می گردد تا متهم ظرف یک ماه از تاریخ نشر آگهی جهت پاسخگویی در شعبه بازپرسی حاضر گردد در غیر این صورت تصمیم مقتضی اتخاذ خواهد شد. [375,45,491,77]
ad-body: در پرونده کلاسه ۹۶۰۹۹۸۴۵۲۱۴۰۰۳۳۲ آقای جواد احمدی فرزند علی به اتهام ایراد ضرب و جرح عمدی تحت تعقیب می باشد و به لحاظ مجهول المکان بودن وی به تجویز ماده ۱۷۴ قانون آیین دادرسی کیفری مراتب یک نوبت در روزنامه آگهی می شود تا متهم ظرف یک ماه از تاریخ نشر آگهی جهت دفاع از اتهام منتسبه در دادسرا حاضر گردد. [496,748,612,775]
ad-signature: هیئت مدیره شرکت تعاونی [133,345,190,351]
ad-signature: مدیر اجرای احکام مدنی دادگستری [254,396,328,402]
classified-ad [254,533,370,576]
ad-body: آقای کیوان رحمانی فرزند جواد به شما ابلاغ می گردد که ظرف مدت ده روز جهت اجرای حکم به واحد اجرای احکام مراجعه نمایید. [133,241,249,252]
classified-ad [254,482,370,531]
ad-body: بدینوسیله به آقای مرتضی عباسی ابلاغ می گردد که در پرونده کلاسه ۹۶۰۹۹۸۴۵۱۳۲۰۰۴۱۵ وقت رسیدگی تعیین گردیده است لذا جهت شرکت در جلسه دادرسی در شعبه حاضر شوید. [254,416,370,433]
column-divider [493,38,494,950]
ad-body: آقای سعید حسینی فرزند محمد به اتهام خیانت در امانت حسب شکایت آقای حمید کاظمی تحت تعقیب کیفری قرار دارد. نظر به مجهول المکان بودن متهم مراتب به استناد ماده ۱۷۴ قانون آیین دادرسی کیفری یک نوبت آگهی می گردد تا متهم ظرف یک ماه از تاریخ نشر آگهی جهت پاسخگویی در شعبه بازپرسی حاضر گردد در غیر این صورت تصمیم مقتضی اتخاذ خواهد شد. [375,282,491,315]
classified-ad [8,373,128,411]
ad-title: مفقودی سند خودرو [560,38,612,44]
classified-ad [375,235,491,273]
classified-ad [133,265,249,308]
ad-columns [8,38,613,1155]
classified-ad [8,167,128,205]
ad-title: آگهی ابلاغ وقت دادرسی [65,532,128,539]
ad-title: آگهی ابلاغ اجرائیه [444,472,491,479]
classified-ad [254,410,370,443]
